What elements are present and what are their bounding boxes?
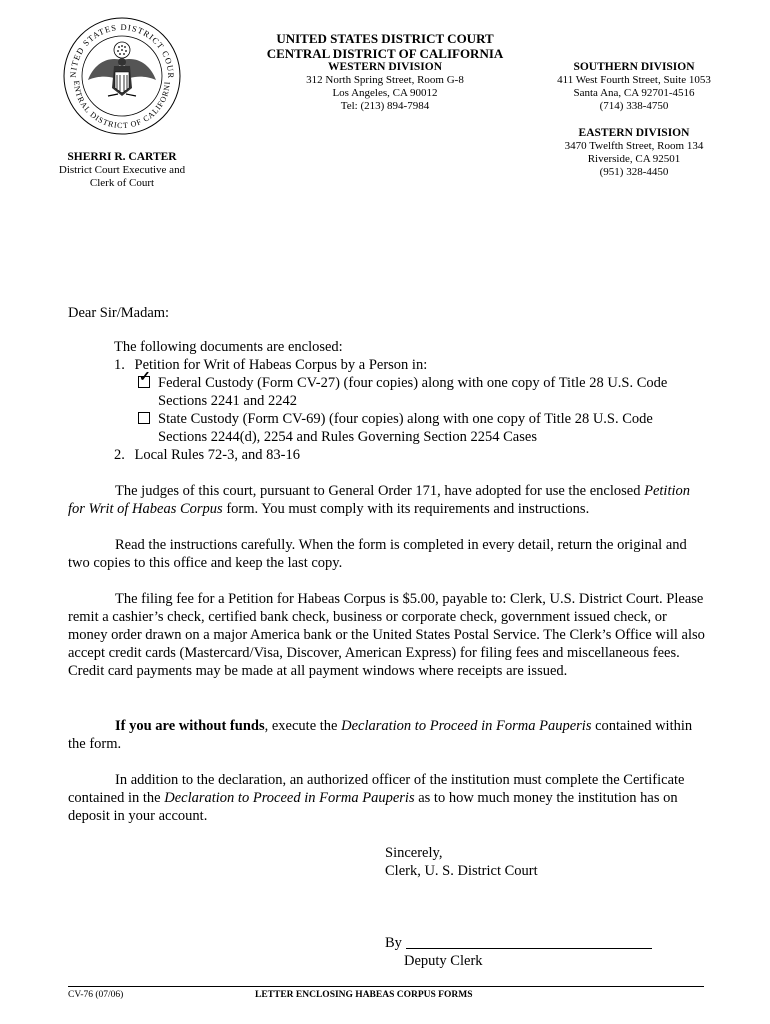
checkmark-icon: ✓ <box>139 370 151 385</box>
paragraph-general-order <box>68 482 708 518</box>
para1-text-b: form. You must comply with its requirements and instructions. <box>222 501 590 517</box>
state-custody-line1: State Custody (Form CV-69) (four copies) along with one copy of Title 28 U.S. Code <box>158 411 653 427</box>
option-federal <box>138 370 718 392</box>
southern-phone: (714) 338-4750 <box>599 100 669 112</box>
closing: Sincerely, <box>385 845 443 861</box>
western-phone: Tel: (213) 894-7984 <box>340 100 430 112</box>
western-address-line2: Los Angeles, CA 90012 <box>332 87 438 99</box>
item-2-text: Local Rules 72-3, and 83-16 <box>134 447 301 463</box>
clerk-name: SHERRI R. CARTER <box>67 151 177 163</box>
eagle-icon <box>88 42 156 96</box>
paragraph-certificate <box>68 771 708 825</box>
eastern-address-line2: Riverside, CA 92501 <box>587 153 681 165</box>
southern-address-line1: 411 West Fourth Street, Suite 1053 <box>557 74 711 86</box>
southern-division-title: SOUTHERN DIVISION <box>573 61 695 73</box>
item-2-number: 2. <box>114 447 125 463</box>
eastern-division-title: EASTERN DIVISION <box>578 127 690 139</box>
enclosed-item-2 <box>114 446 714 464</box>
para4-bold: If you are without funds <box>115 718 265 734</box>
para4-declaration-title: Declaration to Proceed in Forma Pauperis <box>341 718 592 734</box>
western-division-title: WESTERN DIVISION <box>327 61 443 73</box>
para4-text-b: contained within the form. <box>68 718 693 752</box>
southern-address-line2: Santa Ana, CA 92701-4516 <box>573 87 695 99</box>
federal-custody-line1: Federal Custody (Form CV-27) (four copies) along with one copy of Title 28 U.S. Code <box>158 375 668 391</box>
eastern-division-block <box>545 127 723 179</box>
para5-declaration-title: Declaration to Proceed in Forma Pauperis <box>164 790 415 806</box>
federal-custody-line2: Sections 2241 and 2242 <box>158 393 297 409</box>
footer-divider <box>68 986 704 987</box>
deputy-clerk: Deputy Clerk <box>404 953 483 969</box>
item-1-text: Petition for Writ of Habeas Corpus by a Person in: <box>134 357 428 373</box>
para5-text-a: In addition to the declaration, an authorized officer of the institution must complete the Certificate contained in the <box>68 772 685 806</box>
district-name: CENTRAL DISTRICT OF CALIFORNIA <box>266 46 504 61</box>
paragraph-filing-fee: The filing fee for a Petition for Habeas Corpus is $5.00, payable to: Clerk, U.S. District Court. Please remit a cashier’s check, certified bank check, business or corporate check, government issued check, or money order drawn on a major America bank or the United States Postal Service. The Clerk’s Office will also accept credit cards (Mastercard/Visa, Discover, American Express) for filing fees and miscellaneous fees. Credit card payments may be made at all payment windows where receipts are issued. <box>68 591 705 679</box>
signer: Clerk, U. S. District Court <box>385 863 538 879</box>
signature-line[interactable] <box>406 934 652 949</box>
footer-form-id: CV-76 (07/06) <box>68 990 124 1000</box>
state-custody-line2: Sections 2244(d), 2254 and Rules Governing Section 2254 Cases <box>158 429 537 445</box>
footer-title: LETTER ENCLOSING HABEAS CORPUS FORMS <box>255 990 473 1000</box>
enclosed-intro: The following documents are enclosed: <box>114 339 343 355</box>
clerk-title-line1: District Court Executive and <box>58 164 186 176</box>
eastern-phone: (951) 328-4450 <box>599 166 669 178</box>
clerk-title-line2: Clerk of Court <box>89 177 155 189</box>
signature-line-row <box>385 934 705 952</box>
option-state <box>138 410 718 428</box>
enclosed-item-1 <box>114 356 714 374</box>
court-name: UNITED STATES DISTRICT COURT <box>276 31 494 46</box>
paragraph-without-funds <box>68 717 708 753</box>
western-division-block <box>220 61 550 113</box>
seal-ring-bottom: ENTRAL DISTRICT OF CALIFORNI <box>71 80 173 131</box>
paragraph-instructions: Read the instructions carefully. When the form is completed in every detail, return the original and two copies to this office and keep the last copy. <box>68 537 687 571</box>
para1-text-a: The judges of this court, pursuant to General Order 171, have adopted for use the enclosed <box>115 483 641 499</box>
seal-ring-top: NITED STATES DISTRICT COUR <box>67 21 177 79</box>
para1-form-title: Petition for Writ of Habeas Corpus <box>68 483 691 517</box>
para4-text-a: , execute the <box>264 718 342 734</box>
salutation: Dear Sir/Madam: <box>68 305 170 321</box>
by-label: By <box>385 935 402 951</box>
state-custody-checkbox[interactable] <box>138 412 150 424</box>
court-seal <box>62 16 182 136</box>
para5-text-b: as to how much money the institution has on deposit in your account. <box>68 790 678 824</box>
southern-division-block <box>545 61 723 113</box>
item-1-number: 1. <box>114 357 125 373</box>
federal-custody-checkbox[interactable] <box>138 370 151 388</box>
court-name-block <box>220 31 550 61</box>
clerk-block <box>42 151 202 190</box>
eastern-address-line1: 3470 Twelfth Street, Room 134 <box>564 140 704 152</box>
western-address-line1: 312 North Spring Street, Room G-8 <box>306 74 464 86</box>
